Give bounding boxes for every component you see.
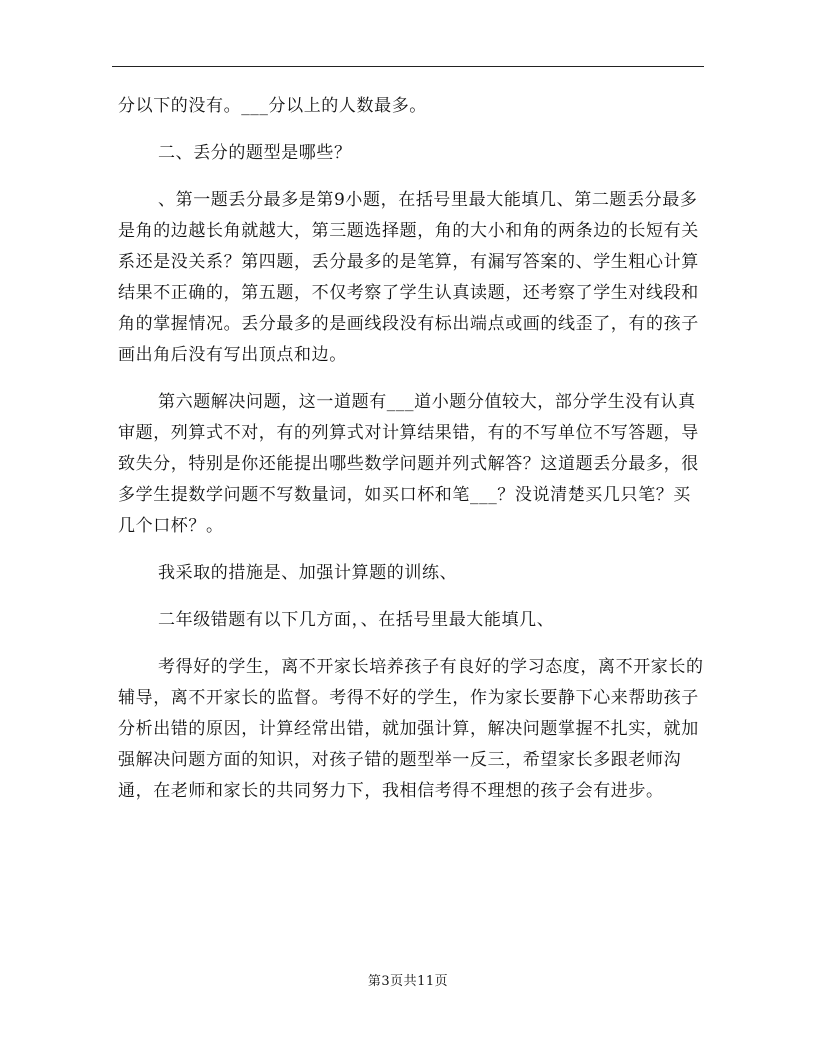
document-body [118,91,704,807]
paragraph-6: 二年级错题有以下几方面，、在括号里最大能填几、 [158,610,555,630]
paragraph-4: 第六题解决问题，这一道题有___道小题分值较大，部分学生没有认真审题，列算式不对，有的列算式对计算结果错，有的不写单位不写答题，导致失分，特别是你还能提出哪些数学问题并列式解答？这道题丢分最多，很多学生提数学问题不写数量词，如买口杯和笔___？没说清楚买几只笔？买几个口杯？。 [118,392,699,536]
paragraph-5: 我采取的措施是、加强计算题的训练、 [158,563,458,583]
paragraph-7: 考得好的学生，离不开家长培养孩子有良好的学习态度，离不开家长的辅导，离不开家长的监督。考得不好的学生，作为家长要静下心来帮助孩子分析出错的原因，计算经常出错，就加强计算，解决问题掌握不扎实，就加强解决问题方面的知识，对孩子错的题型举一反三，希望家长多跟老师沟通，在老师和家长的共同努力下，我相信考得不理想的孩子会有进步。 [118,657,704,801]
paragraph-2: 二、丢分的题型是哪些？ [158,143,352,163]
paragraph-3: 、第一题丢分最多是第9小题，在括号里最大能填几、第二题丢分最多是角的边越长角就越大，第三题选择题，角的大小和角的两条边的长短有关系还是没关系？第四题，丢分最多的是笔算，有漏写答案的、学生粗心计算结果不正确的，第五题，不仅考察了学生认真读题，还考察了学生对线段和角的掌握情况。丢分最多的是画线段没有标出端点或画的线歪了，有的孩子画出角后没有写出顶点和边。 [118,190,699,365]
paragraph-1: 分以下的没有。___分以上的人数最多。 [118,96,427,116]
header-rule [112,66,704,67]
page-number: 第3页共11页 [367,974,449,989]
